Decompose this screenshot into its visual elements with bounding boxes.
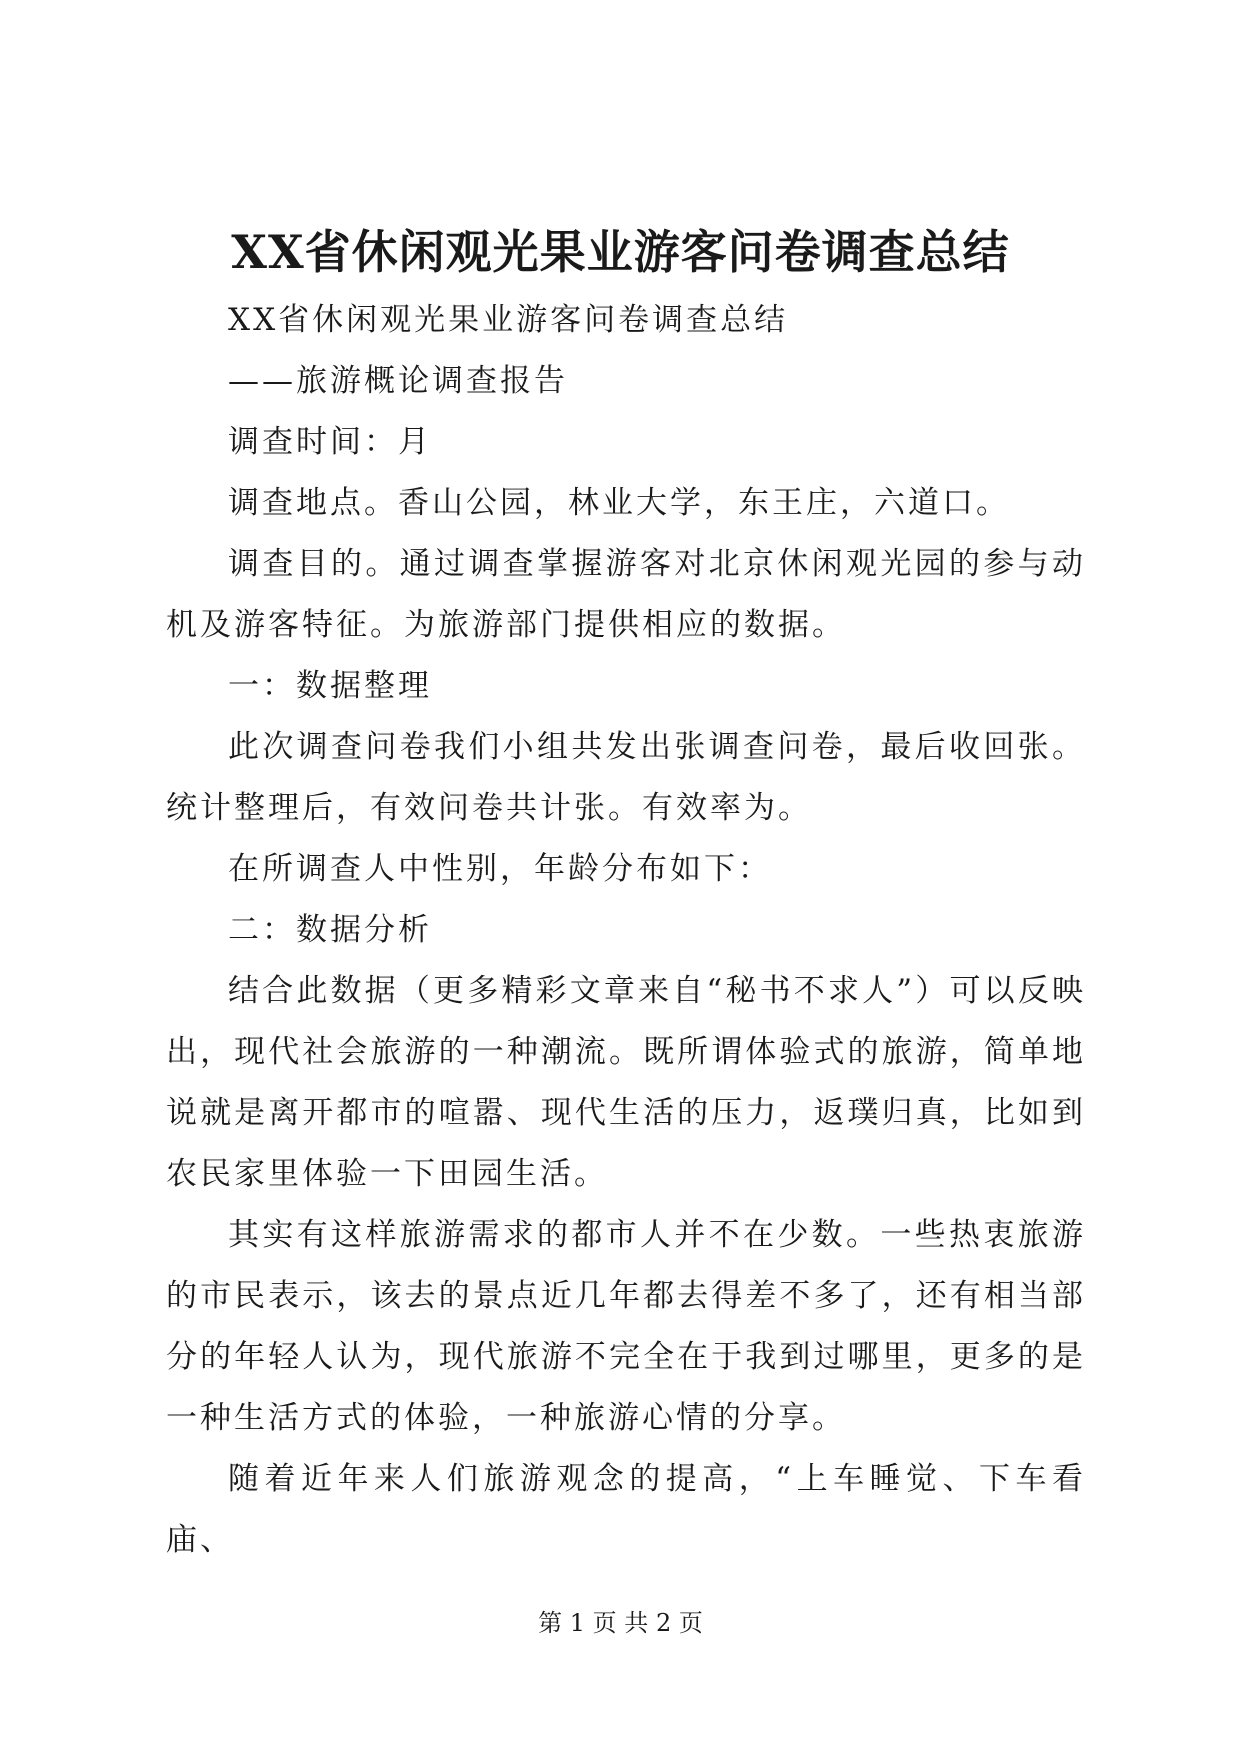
document-body bbox=[166, 290, 1086, 1571]
page-number-footer: 第 1 页 共 2 页 bbox=[538, 1609, 703, 1637]
paragraph-survey-time: 调查时间：月 bbox=[228, 424, 432, 460]
paragraph-distribution-intro: 在所调查人中性别，年龄分布如下： bbox=[228, 851, 772, 887]
paragraph-subtitle: XX省休闲观光果业游客问卷调查总结 bbox=[228, 302, 789, 338]
paragraph-survey-location: 调查地点。香山公园，林业大学，东王庄，六道口。 bbox=[228, 485, 1010, 521]
paragraph-questionnaire-stats: 此次调查问卷我们小组共发出张调查问卷，最后收回张。统计整理后，有效问卷共计张。有效率为。 bbox=[166, 729, 1086, 826]
section-heading-data-organization: 一：数据整理 bbox=[228, 668, 432, 704]
paragraph-report-type: ——旅游概论调查报告 bbox=[228, 363, 568, 399]
paragraph-analysis-trend: 结合此数据（更多精彩文章来自“秘书不求人”）可以反映出，现代社会旅游的一种潮流。既所谓体验式的旅游，简单地说就是离开都市的喧嚣、现代生活的压力，返璞归真，比如到农民家里体验一下田园生活。 bbox=[166, 973, 1086, 1192]
paragraph-urban-demand: 其实有这样旅游需求的都市人并不在少数。一些热衷旅游的市民表示，该去的景点近几年都去得差不多了，还有相当部分的年轻人认为，现代旅游不完全在于我到过哪里，更多的是一种生活方式的体验，一种旅游心情的分享。 bbox=[166, 1217, 1086, 1436]
document-title: XX省休闲观光果业游客问卷调查总结 bbox=[231, 225, 1010, 279]
paragraph-tourism-concept: 随着近年来人们旅游观念的提高，“上车睡觉、下车看庙、 bbox=[166, 1461, 1086, 1558]
paragraph-survey-purpose: 调查目的。通过调查掌握游客对北京休闲观光园的参与动机及游客特征。为旅游部门提供相应的数据。 bbox=[166, 546, 1086, 643]
section-heading-data-analysis: 二：数据分析 bbox=[228, 912, 432, 948]
